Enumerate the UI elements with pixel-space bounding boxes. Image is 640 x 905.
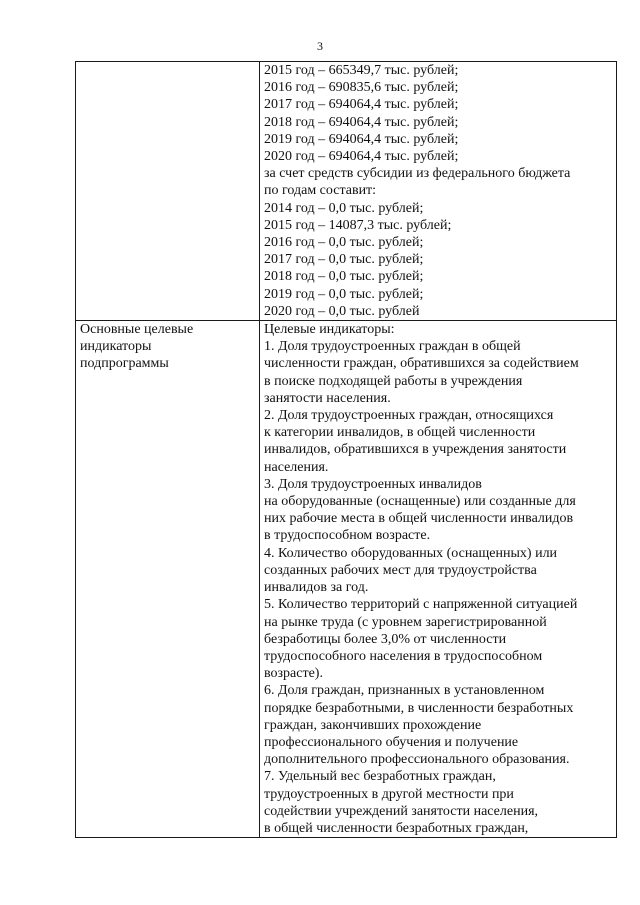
indicator-line: 2. Доля трудоустроенных граждан, относящихся [264,408,554,424]
indicator-line: 4. Количество оборудованных (оснащенных) или [264,545,558,561]
indicators-heading: Целевые индикаторы: [264,322,395,338]
funding-line: 2020 год – 694064,4 тыс. рублей; [264,149,459,165]
indicator-line: на рынке труда (с уровнем зарегистрированной [264,614,547,630]
indicator-line: в трудоспособном возрасте. [264,528,431,544]
indicator-line: 5. Количество территорий с напряженной ситуацией [264,597,578,613]
indicator-item [264,407,613,476]
indicator-line: порядке безработными, в численности безработных [264,700,574,716]
indicator-line: в общей численности безработных граждан, [264,820,529,836]
passport-table [75,61,617,838]
federal-line: 2019 год – 0,0 тыс. рублей; [264,286,424,302]
indicators-value-cell [260,321,617,838]
page-number: 3 [317,39,323,53]
indicator-item [264,768,613,837]
federal-line: 2016 год – 0,0 тыс. рублей; [264,235,424,251]
funding-value-cell [260,62,617,321]
funding-line: 2016 год – 690835,6 тыс. рублей; [264,80,459,96]
indicator-line: граждан, закончивших прохождение [264,717,482,733]
indicator-line: созданных рабочих мест для трудоустройства [264,562,537,578]
indicator-line: дополнительного профессионального образования. [264,752,570,768]
indicator-line: населения. [264,459,329,475]
funding-line: 2017 год – 694064,4 тыс. рублей; [264,97,459,113]
indicators-label-line: Основные целевые [80,322,194,338]
federal-line: 2018 год – 0,0 тыс. рублей; [264,269,424,285]
indicator-line: 7. Удельный вес безработных граждан, [264,769,496,785]
indicator-line: них рабочие места в общей численности инвалидов [264,511,574,527]
indicator-line: безработицы более 3,0% от численности [264,631,507,647]
federal-line: 2017 год – 0,0 тыс. рублей; [264,252,424,268]
indicator-line: занятости населения. [264,390,391,406]
indicators-label-cell [76,321,260,838]
federal-line: 2014 год – 0,0 тыс. рублей; [264,200,424,216]
indicator-line: инвалидов, обратившихся в учреждения занятости [264,442,567,458]
indicator-item [264,545,613,597]
indicator-line: на оборудованные (оснащенные) или созданные для [264,494,576,510]
indicator-line: профессионального обучения и получение [264,734,519,750]
funding-line: 2019 год – 694064,4 тыс. рублей; [264,131,459,147]
federal-intro-line: по годам составит: [264,183,377,199]
indicators-row [76,321,617,838]
indicators-label-line: подпрограммы [80,356,169,372]
indicator-line: к категории инвалидов, в общей численности [264,425,536,441]
indicator-line: 3. Доля трудоустроенных инвалидов [264,476,482,492]
indicator-item [264,338,613,407]
indicator-line: трудоспособного населения в трудоспособном [264,648,543,664]
indicator-line: в поиске подходящей работы в учреждения [264,373,523,389]
funding-label-cell [76,62,260,321]
indicator-line: инвалидов за год. [264,580,369,596]
indicators-label-line: индикаторы [80,339,152,355]
indicator-item [264,476,613,545]
indicator-line: численности граждан, обратившихся за содействием [264,356,579,372]
funding-line: 2018 год – 694064,4 тыс. рублей; [264,114,459,130]
federal-intro-line: за счет средств субсидии из федерального бюджета [264,166,571,182]
indicator-item [264,596,613,682]
funding-line: 2015 год – 665349,7 тыс. рублей; [264,63,459,78]
federal-line: 2015 год – 14087,3 тыс. рублей; [264,217,452,233]
indicator-line: 1. Доля трудоустроенных граждан в общей [264,339,521,355]
indicator-item [264,682,613,768]
funding-row [76,62,617,321]
indicator-line: содействии учреждений занятости населения, [264,803,539,819]
indicator-line: трудоустроенных в другой местности при [264,786,514,802]
indicator-line: возрасте). [264,666,323,682]
indicator-line: 6. Доля граждан, признанных в установленном [264,683,545,699]
federal-line: 2020 год – 0,0 тыс. рублей [264,303,420,319]
